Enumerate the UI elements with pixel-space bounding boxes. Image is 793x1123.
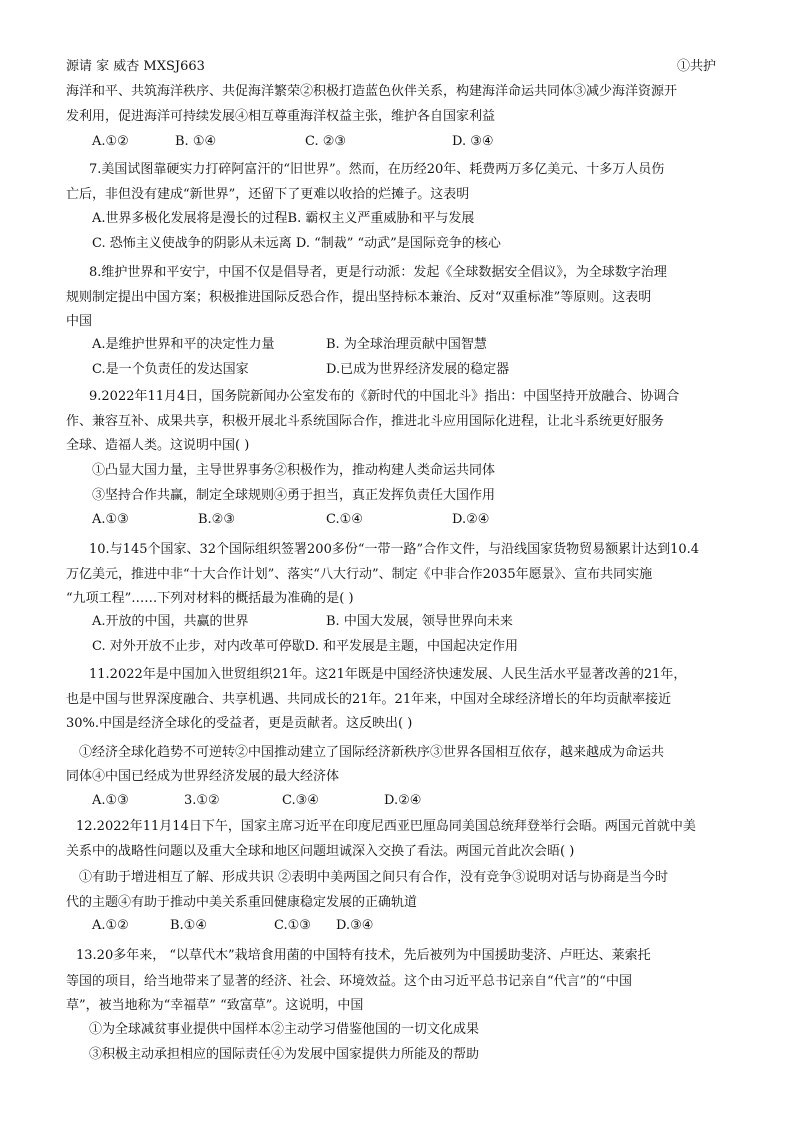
q10-line-1: 10.与145个国家、32个国际组织签署200多份“一带一路”合作文件，与沿线国家货物贸易额累计达到10.4	[89, 542, 700, 557]
q8-option-c: C.是一个负责任的发达国家	[92, 362, 249, 377]
q12-option-c: C.①③	[274, 918, 311, 933]
q10-option-a: A.开放的中国，共赢的世界	[92, 614, 249, 629]
q8-option-b: B. 为全球治理贡献中国智慧	[326, 337, 487, 352]
q6-option-d: D. ③④	[452, 134, 494, 149]
q6-option-b: B. ①④	[175, 134, 217, 149]
q10-line-3: “九项工程”……下列对材料的概括最为准确的是( )	[66, 591, 354, 606]
q6-option-a: A.①②	[92, 134, 129, 149]
q13-line-3: 草”，被当地称为“幸福草” “致富草”。这说明，中国	[66, 998, 364, 1013]
q13-item-2: ③积极主动承担相应的国际责任④为发展中国家提供力所能及的帮助	[89, 1047, 480, 1062]
q11-option-b: 3.①②	[184, 793, 220, 808]
q12-item-2: 代的主题④有助于推动中美关系重回健康稳定发展的正确轨道	[66, 895, 418, 910]
q12-option-b: B.①④	[170, 918, 207, 933]
q7-line-1: 7.美国试图靠硬实力打碎阿富汗的“旧世界”。然而，在历经20年、耗费两万多亿美元、十多万人员伤	[89, 162, 665, 177]
q7-line-2: 亡后，非但没有建成“新世界”，还留下了更难以收拾的烂摊子。这表明	[66, 187, 470, 202]
q8-line-3: 中国	[66, 314, 93, 329]
q10-option-cd: C. 对外开放不止步，对内改革可停歇D. 和平发展是主题，中国起决定作用	[92, 639, 518, 654]
q11-option-d: D.②④	[384, 793, 422, 808]
q7-option-ab: A.世界多极化发展将是漫长的过程B. 霸权主义严重威胁和平与发展	[92, 211, 475, 226]
q12-line-1: 12.2022年11月14日下午，国家主席习近平在印度尼西亚巴厘岛同美国总统拜登举行会晤。两国元首就中美	[76, 819, 696, 834]
q6-line-2: 发利用，促进海洋可持续发展④相互尊重海洋权益主张，维护各自国家利益	[66, 109, 496, 124]
q9-option-d: D.②④	[452, 512, 490, 527]
q10-line-2: 万亿美元，推进中非“十大合作计划”、落实“八大行动”、制定《中非合作2035年愿景》、宣布共同实施	[66, 567, 653, 582]
q9-option-a: A.①③	[92, 512, 129, 527]
q11-item-2: 同体④中国已经成为世界经济发展的最大经济体	[66, 769, 340, 784]
q11-line-2: 也是中国与世界深度融合、共享机遇、共同成长的21年。21年来，中国对全球经济增长的年均贡献率接近	[66, 692, 672, 707]
q11-line-1: 11.2022年是中国加入世贸组织21年。这21年既是中国经济快速发展、人民生活水平显著改善的21年，	[89, 667, 687, 682]
header-right-text: ①共护	[677, 59, 717, 74]
header-left-text: 源请 家 威杏 MXSJ663	[66, 59, 205, 74]
q11-option-c: C.③④	[282, 793, 319, 808]
q8-line-1: 8.维护世界和平安宁，中国不仅是倡导者，更是行动派：发起《全球数据安全倡议》，为全球数字治理	[89, 265, 667, 280]
q13-line-1: 13.20多年来， “以草代木”栽培食用菌的中国特有技术，先后被列为中国援助斐济、卢旺达、莱索托	[76, 948, 651, 963]
q9-item-1: ①凸显大国力量，主导世界事务②积极作为，推动构建人类命运共同体	[92, 463, 496, 478]
q11-option-a: A.①③	[92, 793, 129, 808]
q13-item-1: ①为全球减贫事业提供中国样本②主动学习借鉴他国的一切文化成果	[89, 1022, 480, 1037]
q11-item-1: ①经济全球化趋势不可逆转②中国推动建立了国际经济新秩序③世界各国相互依存，越来越成为命运共	[79, 745, 665, 760]
q12-option-d: D.③④	[336, 918, 374, 933]
q12-option-a: A.①②	[92, 918, 129, 933]
q7-option-cd: C. 恐怖主义使战争的阴影从未远离 D. “制裁” “动武”是国际竞争的核心	[92, 236, 501, 251]
q12-item-1: ①有助于增进相互了解、形成共识 ②表明中美两国之间只有合作，没有竞争③说明对话与协商是当今时	[79, 870, 669, 885]
q13-line-2: 等国的项目，给当地带来了显著的经济、社会、环境效益。这个由习近平总书记亲自“代言”的“中国	[66, 974, 632, 989]
q8-option-a: A.是维护世界和平的决定性力量	[92, 337, 275, 352]
q9-line-3: 全球、造福人类。这说明中国( )	[66, 438, 250, 453]
q8-line-2: 规则制定提出中国方案；积极推进国际反恐合作，提出坚持标本兼治、反对“双重标准”等原则。这表明	[66, 290, 652, 305]
q9-line-1: 9.2022年11月4日，国务院新闻办公室发布的《新时代的中国北斗》指出：中国坚持开放融合、协调合	[89, 389, 680, 404]
q12-line-2: 关系中的战略性问题以及重大全球和地区问题坦诚深入交换了看法。两国元首此次会晤( )	[66, 844, 575, 859]
q8-option-d: D.已成为世界经济发展的稳定器	[326, 362, 510, 377]
q11-line-3: 30%.中国是经济全球化的受益者，更是贡献者。这反映出( )	[66, 716, 413, 731]
q10-option-b: B. 中国大发展，领导世界向未来	[326, 614, 513, 629]
q9-option-c: C.①④	[326, 512, 363, 527]
q6-option-c: C. ②③	[305, 134, 347, 149]
q6-line-1: 海洋和平、共筑海洋秩序、共促海洋繁荣②积极打造蓝色伙伴关系，构建海洋命运共同体③减少海洋资源开	[66, 84, 678, 99]
q9-option-b: B.②③	[198, 512, 235, 527]
q9-line-2: 作、兼容互补、成果共享，积极开展北斗系统国际合作，推进北斗应用国际化进程，让北斗系统更好服务	[66, 414, 665, 429]
q9-item-2: ③坚持合作共赢，制定全球规则④勇于担当，真正发挥负责任大国作用	[92, 488, 496, 503]
